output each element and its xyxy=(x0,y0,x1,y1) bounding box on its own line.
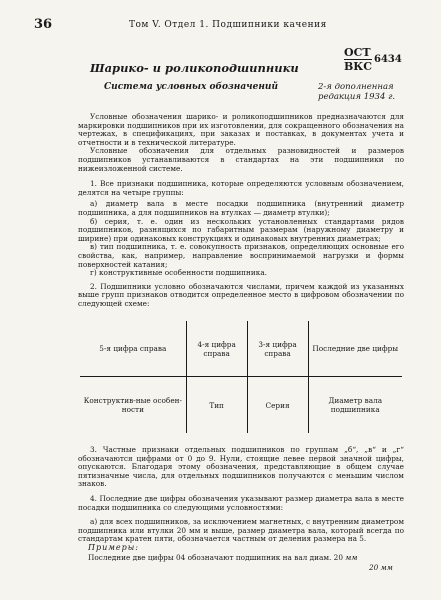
standard-designation xyxy=(344,46,402,73)
list-item-a: а) диаметр вала в месте посадки подшипника (внутренний диаметр подшипника, а для подшипников на втулках — диаметр втулки); xyxy=(78,199,404,217)
example-unit-2: мм xyxy=(380,563,393,572)
paragraph: а) для всех подшипников, за исключением магнетных, с внутренним диаметром подшипника или втулки 20 мм и выше, размер диаметра вала, который всегда по стандартам кратен пяти, обозначается частным от деления размера на 5. xyxy=(78,517,404,544)
schema-cell: 5-я цифра справа xyxy=(80,321,186,377)
example-unit: мм xyxy=(345,553,358,562)
example-value: 20 xyxy=(333,553,343,562)
paragraph: 2. Подшипники условно обозначаются числами, причем каждой из указанных выше групп признаков отводится определенное место в цифровом обозначении по следующей схеме: xyxy=(78,281,404,308)
schema-cell: Диаметр вала подшипника xyxy=(308,377,402,434)
schema-cell: Серия xyxy=(247,377,308,434)
example-line xyxy=(88,554,404,563)
schema-cell: 4-я цифра справа xyxy=(186,321,247,377)
running-title: Том V. Отдел 1. Подшипники качения xyxy=(129,20,327,30)
body-text-lower xyxy=(78,446,404,544)
list-item-c: в) тип подшипника, т. е. совокупность признаков, определяющих основные его свойства, как, например, направление воспринимаемой нагрузки и формы поверхностей катания; xyxy=(78,242,404,269)
paragraph: 4. Последние две цифры обозначения указывают размер диаметра вала в месте посадки подшипника со следующими условностями: xyxy=(78,493,404,512)
paragraph: 1. Все признаки подшипника, которые определяются условным обозначением, делятся на четыре группы: xyxy=(78,179,404,197)
schema-cell: Конструктив-ные особен-ности xyxy=(83,396,182,414)
example-value-2: 2 xyxy=(369,563,374,572)
schema-cell: 3-я цифра справа xyxy=(247,321,308,377)
digit-schema-table xyxy=(80,321,402,433)
example-continuation xyxy=(369,563,393,572)
examples-heading: Примеры: xyxy=(88,543,139,552)
document-subtitle: Система условных обозначений xyxy=(104,82,278,92)
page-number: 36 xyxy=(34,17,53,32)
example-value-2-suffix: 0 xyxy=(373,563,379,572)
edition-line-1: 2-я дополненная xyxy=(318,82,394,92)
list-item-b: б) серия, т. е. один из нескольких установленных стандартами рядов подшипников, разнящихся по габаритным размерам (наружному диаметру и ширине) при одинаковых конструкциях и одинаковых внутренних диаметрах; xyxy=(78,216,404,243)
example-text: Последние две цифры 04 обозначают подшипник на вал диам. xyxy=(88,553,332,562)
standard-number: 6434 xyxy=(374,54,402,65)
edition-line-2: редакция 1934 г. xyxy=(318,92,396,102)
paragraph: Условные обозначения шарико- и роликоподшипников предназначаются для маркировки подшипников при их изготовлении, для сокращенного обозначения на чертежах, в спецификациях, при заказах и поставках, в документах учета и отчетности и в технической литературе. xyxy=(78,112,404,147)
schema-cell: Тип xyxy=(186,377,247,434)
paragraph: Условные обозначения для отдельных разновидностей и размеров подшипников устанавливаются в стандартах на эти подшипники по нижеизложенной системе. xyxy=(78,146,404,173)
standard-line-2: ВКС xyxy=(344,60,373,73)
standard-line-1: ОСТ xyxy=(344,46,371,59)
document-title: Шарико- и роликоподшипники xyxy=(90,61,299,75)
schema-cell: Последние две цифры xyxy=(308,321,402,377)
list-item-d: г) конструктивные особенности подшипника. xyxy=(90,268,267,278)
body-text-upper xyxy=(78,113,404,308)
paragraph: 3. Частные признаки отдельных подшипников по группам „б“, „в“ и „г“ обозначаются цифрами от 0 до 9. Нули, стоящие левее первой значной цифры, опускаются. Благодаря этому обозначения, представляющие в общем случае пятизначные числа, для отдельных подшипников получаются с меньшим числом знаков. xyxy=(78,445,404,489)
edition-note xyxy=(318,82,395,102)
